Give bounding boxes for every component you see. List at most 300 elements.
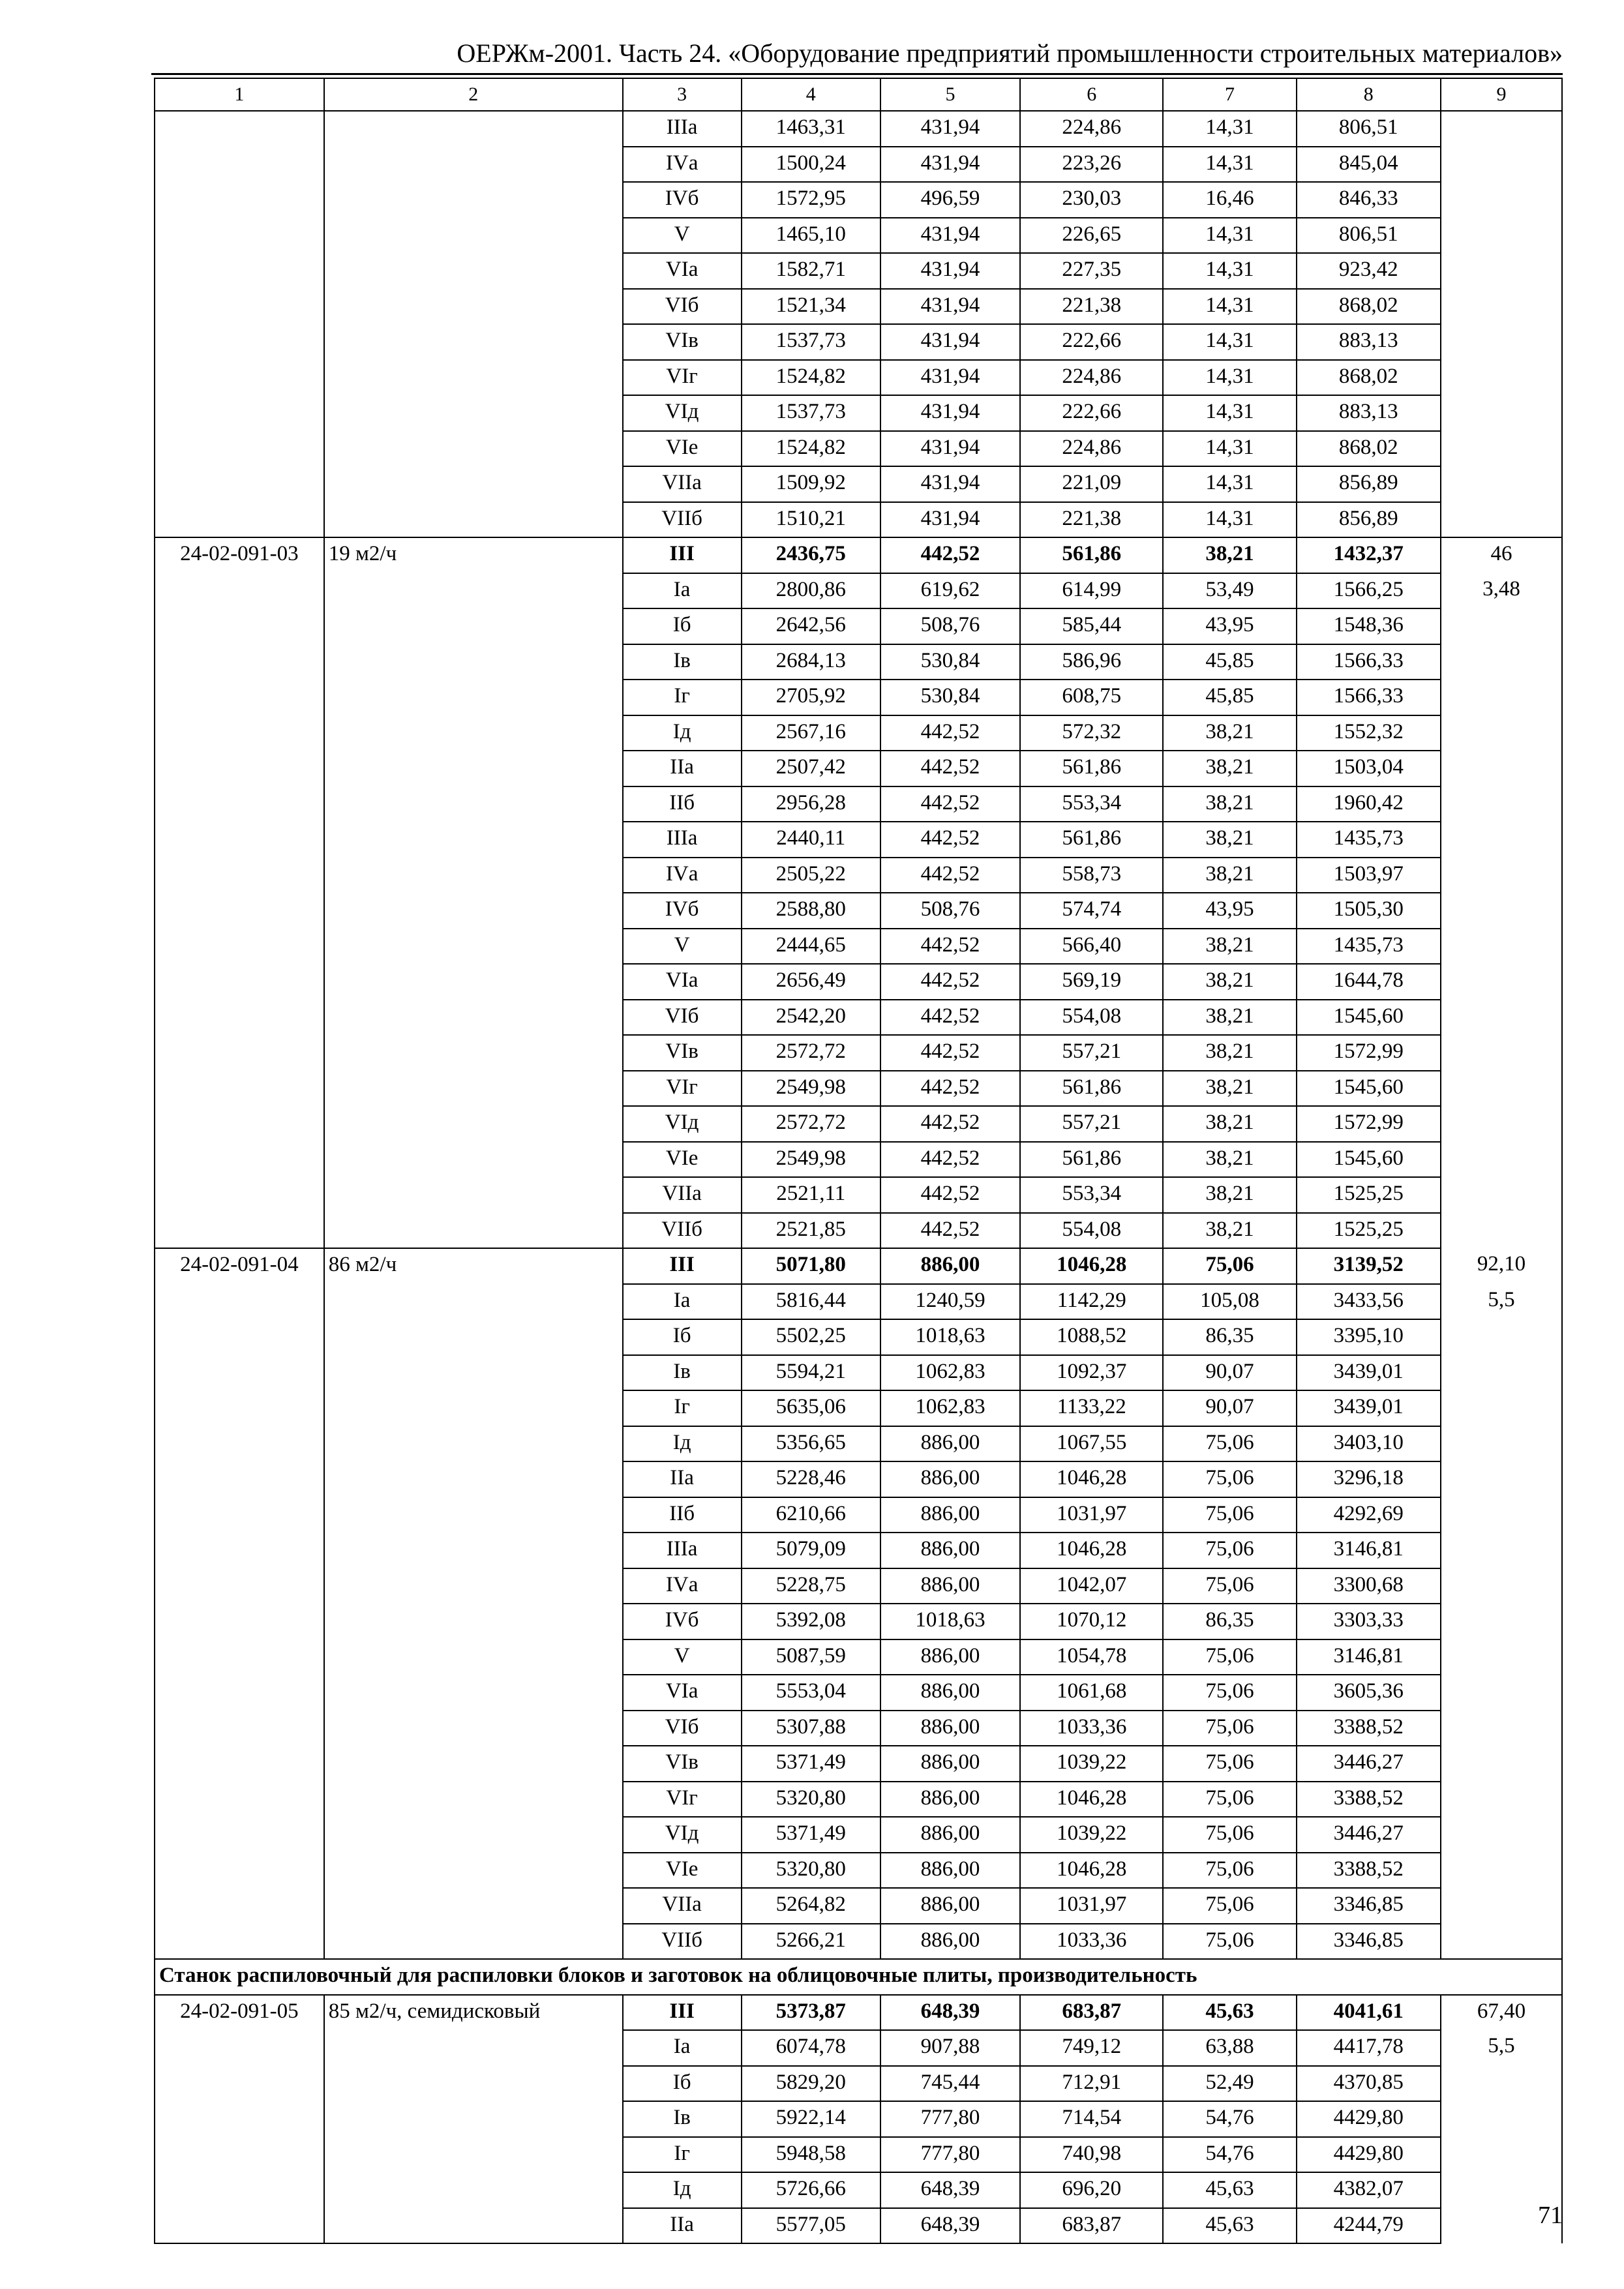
materials-cost-cell: 806,51 [1297,111,1441,147]
wages-cell: 530,84 [880,644,1020,680]
machinist-wages-cell: 45,85 [1163,644,1296,680]
materials-cost-cell: 4370,85 [1297,2066,1441,2102]
wages-cell: 431,94 [880,289,1020,325]
zone-cell: VIв [623,1746,742,1782]
zone-cell: Iб [623,1319,742,1355]
total-cost-cell: 1465,10 [742,218,880,254]
code-cell: 24-02-091-05 [155,1995,324,2244]
machinist-wages-cell: 14,31 [1163,111,1296,147]
zone-cell: VIд [623,1106,742,1142]
zone-cell: VIIб [623,502,742,538]
materials-cost-cell: 1435,73 [1297,929,1441,965]
total-cost-cell: 5266,21 [742,1924,880,1960]
total-cost-cell: 5371,49 [742,1746,880,1782]
zone-cell: IVа [623,1568,742,1604]
zone-cell: VIб [623,1711,742,1746]
machine-cost-cell: 1061,68 [1020,1675,1163,1711]
wages-cell: 442,52 [880,1213,1020,1249]
machinist-wages-cell: 14,31 [1163,360,1296,396]
total-cost-cell: 1500,24 [742,147,880,183]
wages-cell: 1240,59 [880,1284,1020,1320]
machine-cost-cell: 1039,22 [1020,1817,1163,1853]
machine-cost-cell: 1033,36 [1020,1924,1163,1960]
wages-cell: 777,80 [880,2137,1020,2173]
zone-cell: Iг [623,680,742,715]
materials-cost-cell: 1525,25 [1297,1213,1441,1249]
price-table [154,78,1563,2244]
tech-cell [1441,111,1562,537]
machine-cost-cell: 224,86 [1020,360,1163,396]
wages-cell: 1018,63 [880,1604,1020,1639]
wages-cell: 442,52 [880,929,1020,965]
machinist-wages-cell: 14,31 [1163,253,1296,289]
materials-cost-cell: 3439,01 [1297,1355,1441,1391]
machine-cost-cell: 224,86 [1020,431,1163,467]
total-cost-cell: 5264,82 [742,1888,880,1924]
total-cost-cell: 5071,80 [742,1248,880,1284]
machine-cost-cell: 569,19 [1020,964,1163,1000]
materials-cost-cell: 4382,07 [1297,2172,1441,2208]
wages-cell: 886,00 [880,1675,1020,1711]
total-cost-cell: 2436,75 [742,537,880,573]
tech-cell: 5,5 [1441,1284,1562,1960]
page-number: 71 [1538,2202,1563,2229]
materials-cost-cell: 3388,52 [1297,1782,1441,1818]
zone-cell: VIг [623,1071,742,1107]
zone-cell: VIа [623,1675,742,1711]
wages-cell: 886,00 [880,1497,1020,1533]
machinist-wages-cell: 54,76 [1163,2137,1296,2173]
zone-cell: III [623,1248,742,1284]
machinist-wages-cell: 75,06 [1163,1461,1296,1497]
machinist-wages-cell: 38,21 [1163,1071,1296,1107]
total-cost-cell: 2705,92 [742,680,880,715]
zone-cell: Iд [623,715,742,751]
machinist-wages-cell: 38,21 [1163,822,1296,858]
materials-cost-cell: 3300,68 [1297,1568,1441,1604]
materials-cost-cell: 3446,27 [1297,1817,1441,1853]
machine-cost-cell: 226,65 [1020,218,1163,254]
machine-cost-cell: 561,86 [1020,1142,1163,1178]
materials-cost-cell: 3146,81 [1297,1533,1441,1568]
zone-cell: V [623,929,742,965]
wages-cell: 442,52 [880,858,1020,893]
machinist-wages-cell: 75,06 [1163,1888,1296,1924]
zone-cell: VIа [623,964,742,1000]
column-number: 1 [155,78,324,111]
zone-cell: Iг [623,2137,742,2173]
total-cost-cell: 2440,11 [742,822,880,858]
machine-cost-cell: 572,32 [1020,715,1163,751]
wages-cell: 886,00 [880,1533,1020,1568]
zone-cell: Iа [623,573,742,609]
total-cost-cell: 5356,65 [742,1426,880,1462]
materials-cost-cell: 1548,36 [1297,608,1441,644]
zone-cell: VIIб [623,1213,742,1249]
machine-cost-cell: 1133,22 [1020,1390,1163,1426]
materials-cost-cell: 1644,78 [1297,964,1441,1000]
tech-cell: 67,40 [1441,1995,1562,2031]
machinist-wages-cell: 75,06 [1163,1639,1296,1675]
column-number: 9 [1441,78,1562,111]
machine-cost-cell: 223,26 [1020,147,1163,183]
zone-cell: IVа [623,147,742,183]
total-cost-cell: 2800,86 [742,573,880,609]
total-cost-cell: 2549,98 [742,1142,880,1178]
total-cost-cell: 1521,34 [742,289,880,325]
total-cost-cell: 5948,58 [742,2137,880,2173]
materials-cost-cell: 3388,52 [1297,1711,1441,1746]
machinist-wages-cell: 14,31 [1163,466,1296,502]
materials-cost-cell: 4041,61 [1297,1995,1441,2031]
materials-cost-cell: 1960,42 [1297,786,1441,822]
machine-cost-cell: 1088,52 [1020,1319,1163,1355]
total-cost-cell: 2572,72 [742,1106,880,1142]
total-cost-cell: 1463,31 [742,111,880,147]
machine-cost-cell: 224,86 [1020,111,1163,147]
materials-cost-cell: 3303,33 [1297,1604,1441,1639]
wages-cell: 431,94 [880,324,1020,360]
machinist-wages-cell: 52,49 [1163,2066,1296,2102]
total-cost-cell: 2542,20 [742,1000,880,1036]
materials-cost-cell: 846,33 [1297,182,1441,218]
materials-cost-cell: 4429,80 [1297,2101,1441,2137]
machinist-wages-cell: 38,21 [1163,858,1296,893]
total-cost-cell: 5320,80 [742,1782,880,1818]
zone-cell: III [623,537,742,573]
materials-cost-cell: 1566,25 [1297,573,1441,609]
zone-cell: VIIа [623,1177,742,1213]
materials-cost-cell: 3146,81 [1297,1639,1441,1675]
machinist-wages-cell: 75,06 [1163,1746,1296,1782]
total-cost-cell: 2956,28 [742,786,880,822]
machine-cost-cell: 557,21 [1020,1106,1163,1142]
zone-cell: IIIа [623,1533,742,1568]
machine-cost-cell: 712,91 [1020,2066,1163,2102]
total-cost-cell: 5635,06 [742,1390,880,1426]
wages-cell: 745,44 [880,2066,1020,2102]
total-cost-cell: 5816,44 [742,1284,880,1320]
machinist-wages-cell: 75,06 [1163,1675,1296,1711]
wages-cell: 886,00 [880,1426,1020,1462]
total-cost-cell: 2684,13 [742,644,880,680]
machinist-wages-cell: 86,35 [1163,1604,1296,1639]
machine-cost-cell: 714,54 [1020,2101,1163,2137]
machine-cost-cell: 561,86 [1020,1071,1163,1107]
zone-cell: VIд [623,395,742,431]
zone-cell: IIб [623,786,742,822]
materials-cost-cell: 1545,60 [1297,1000,1441,1036]
materials-cost-cell: 1572,99 [1297,1035,1441,1071]
machine-cost-cell: 1046,28 [1020,1461,1163,1497]
materials-cost-cell: 856,89 [1297,466,1441,502]
total-cost-cell: 5320,80 [742,1853,880,1889]
total-cost-cell: 5087,59 [742,1639,880,1675]
wages-cell: 442,52 [880,1106,1020,1142]
zone-cell: V [623,218,742,254]
machine-cost-cell: 1142,29 [1020,1284,1163,1320]
wages-cell: 442,52 [880,751,1020,786]
machine-cost-cell: 561,86 [1020,751,1163,786]
zone-cell: VIг [623,360,742,396]
wages-cell: 886,00 [880,1782,1020,1818]
wages-cell: 886,00 [880,1924,1020,1960]
name-cell [324,111,623,537]
wages-cell: 431,94 [880,502,1020,538]
machinist-wages-cell: 38,21 [1163,929,1296,965]
total-cost-cell: 2507,42 [742,751,880,786]
wages-cell: 777,80 [880,2101,1020,2137]
machinist-wages-cell: 75,06 [1163,1853,1296,1889]
total-cost-cell: 1524,82 [742,360,880,396]
total-cost-cell: 2521,11 [742,1177,880,1213]
machine-cost-cell: 554,08 [1020,1213,1163,1249]
zone-cell: VIа [623,253,742,289]
zone-cell: VIг [623,1782,742,1818]
total-cost-cell: 6074,78 [742,2030,880,2066]
zone-cell: VIб [623,1000,742,1036]
total-cost-cell: 5392,08 [742,1604,880,1639]
zone-cell: VIIа [623,466,742,502]
wages-cell: 886,00 [880,1746,1020,1782]
wages-cell: 496,59 [880,182,1020,218]
materials-cost-cell: 1572,99 [1297,1106,1441,1142]
wages-cell: 431,94 [880,253,1020,289]
wages-cell: 1062,83 [880,1355,1020,1391]
column-number: 2 [324,78,623,111]
total-cost-cell: 5502,25 [742,1319,880,1355]
machinist-wages-cell: 14,31 [1163,289,1296,325]
zone-cell: Iв [623,2101,742,2137]
machinist-wages-cell: 45,63 [1163,1995,1296,2031]
materials-cost-cell: 923,42 [1297,253,1441,289]
materials-cost-cell: 856,89 [1297,502,1441,538]
total-cost-cell: 5373,87 [742,1995,880,2031]
zone-cell: IVб [623,182,742,218]
machine-cost-cell: 553,34 [1020,1177,1163,1213]
zone-cell: IVб [623,893,742,929]
machine-cost-cell: 554,08 [1020,1000,1163,1036]
materials-cost-cell: 3296,18 [1297,1461,1441,1497]
zone-cell: IIа [623,751,742,786]
column-number-row [155,78,1562,111]
name-cell: 19 м2/ч [324,537,623,1248]
name-cell: 85 м2/ч, семидисковый [324,1995,623,2244]
header-rule [151,73,1563,75]
zone-cell: Iд [623,2172,742,2208]
machine-cost-cell: 1033,36 [1020,1711,1163,1746]
total-cost-cell: 5922,14 [742,2101,880,2137]
wages-cell: 442,52 [880,1177,1020,1213]
materials-cost-cell: 1566,33 [1297,644,1441,680]
machinist-wages-cell: 14,31 [1163,147,1296,183]
machinist-wages-cell: 45,63 [1163,2208,1296,2244]
zone-cell: VIе [623,1853,742,1889]
machine-cost-cell: 608,75 [1020,680,1163,715]
machinist-wages-cell: 105,08 [1163,1284,1296,1320]
machinist-wages-cell: 75,06 [1163,1568,1296,1604]
materials-cost-cell: 1503,04 [1297,751,1441,786]
wages-cell: 886,00 [880,1639,1020,1675]
wages-cell: 431,94 [880,360,1020,396]
total-cost-cell: 5307,88 [742,1711,880,1746]
wages-cell: 431,94 [880,111,1020,147]
machinist-wages-cell: 38,21 [1163,1000,1296,1036]
materials-cost-cell: 3346,85 [1297,1888,1441,1924]
machinist-wages-cell: 45,85 [1163,680,1296,715]
materials-cost-cell: 806,51 [1297,218,1441,254]
machinist-wages-cell: 75,06 [1163,1426,1296,1462]
materials-cost-cell: 3139,52 [1297,1248,1441,1284]
zone-cell: Iа [623,1284,742,1320]
zone-cell: Iв [623,1355,742,1391]
zone-cell: Iб [623,608,742,644]
machinist-wages-cell: 75,06 [1163,1497,1296,1533]
column-number: 5 [880,78,1020,111]
machinist-wages-cell: 90,07 [1163,1390,1296,1426]
wages-cell: 886,00 [880,1711,1020,1746]
machine-cost-cell: 222,66 [1020,324,1163,360]
machine-cost-cell: 561,86 [1020,537,1163,573]
materials-cost-cell: 3605,36 [1297,1675,1441,1711]
wages-cell: 442,52 [880,1071,1020,1107]
wages-cell: 442,52 [880,822,1020,858]
machine-cost-cell: 230,03 [1020,182,1163,218]
code-cell: 24-02-091-03 [155,537,324,1248]
total-cost-cell: 5726,66 [742,2172,880,2208]
machine-cost-cell: 585,44 [1020,608,1163,644]
materials-cost-cell: 3403,10 [1297,1426,1441,1462]
materials-cost-cell: 1503,97 [1297,858,1441,893]
wages-cell: 431,94 [880,431,1020,467]
machine-cost-cell: 1039,22 [1020,1746,1163,1782]
machine-cost-cell: 586,96 [1020,644,1163,680]
machine-cost-cell: 1046,28 [1020,1782,1163,1818]
total-cost-cell: 6210,66 [742,1497,880,1533]
machinist-wages-cell: 45,63 [1163,2172,1296,2208]
machinist-wages-cell: 38,21 [1163,1106,1296,1142]
machine-cost-cell: 221,38 [1020,289,1163,325]
total-cost-cell: 1582,71 [742,253,880,289]
total-cost-cell: 2572,72 [742,1035,880,1071]
name-cell: 86 м2/ч [324,1248,623,1959]
total-cost-cell: 2521,85 [742,1213,880,1249]
zone-cell: Iд [623,1426,742,1462]
column-number: 8 [1297,78,1441,111]
group-title: Станок распиловочный для распиловки блоков и заготовок на облицовочные плиты, производительность [155,1959,1562,1995]
machinist-wages-cell: 75,06 [1163,1533,1296,1568]
wages-cell: 431,94 [880,395,1020,431]
wages-cell: 1018,63 [880,1319,1020,1355]
wages-cell: 530,84 [880,680,1020,715]
wages-cell: 442,52 [880,715,1020,751]
group-title-row [155,1959,1562,1995]
machine-cost-cell: 1070,12 [1020,1604,1163,1639]
zone-cell: VIд [623,1817,742,1853]
machine-cost-cell: 553,34 [1020,786,1163,822]
machinist-wages-cell: 38,21 [1163,1177,1296,1213]
materials-cost-cell: 883,13 [1297,395,1441,431]
machinist-wages-cell: 43,95 [1163,608,1296,644]
wages-cell: 886,00 [880,1568,1020,1604]
wages-cell: 886,00 [880,1817,1020,1853]
machine-cost-cell: 696,20 [1020,2172,1163,2208]
total-cost-cell: 2505,22 [742,858,880,893]
running-header: ОЕРЖм-2001. Часть 24. «Оборудование предприятий промышленности строительных материалов» [457,38,1563,68]
column-number: 4 [742,78,880,111]
zone-cell: VIв [623,324,742,360]
materials-cost-cell: 1566,33 [1297,680,1441,715]
column-number: 7 [1163,78,1296,111]
wages-cell: 886,00 [880,1461,1020,1497]
zone-cell: IIа [623,2208,742,2244]
machine-cost-cell: 221,09 [1020,466,1163,502]
machine-cost-cell: 1031,97 [1020,1497,1163,1533]
machine-cost-cell: 558,73 [1020,858,1163,893]
zone-cell: VIв [623,1035,742,1071]
machine-cost-cell: 1042,07 [1020,1568,1163,1604]
total-cost-cell: 5829,20 [742,2066,880,2102]
machinist-wages-cell: 54,76 [1163,2101,1296,2137]
zone-cell: VIIа [623,1888,742,1924]
wages-cell: 648,39 [880,2208,1020,2244]
tech-cell: 3,48 [1441,573,1562,1249]
zone-cell: IVб [623,1604,742,1639]
wages-cell: 886,00 [880,1248,1020,1284]
tech-cell: 46 [1441,537,1562,573]
wages-cell: 442,52 [880,1035,1020,1071]
machine-cost-cell: 574,74 [1020,893,1163,929]
column-number: 3 [623,78,742,111]
table-row [155,537,1562,573]
materials-cost-cell: 3388,52 [1297,1853,1441,1889]
materials-cost-cell: 1545,60 [1297,1142,1441,1178]
machinist-wages-cell: 38,21 [1163,751,1296,786]
total-cost-cell: 1510,21 [742,502,880,538]
wages-cell: 907,88 [880,2030,1020,2066]
total-cost-cell: 2567,16 [742,715,880,751]
total-cost-cell: 2549,98 [742,1071,880,1107]
wages-cell: 886,00 [880,1853,1020,1889]
machinist-wages-cell: 14,31 [1163,502,1296,538]
machinist-wages-cell: 75,06 [1163,1817,1296,1853]
machinist-wages-cell: 38,21 [1163,786,1296,822]
table-row [155,1248,1562,1284]
tech-cell: 92,10 [1441,1248,1562,1284]
zone-cell: Iб [623,2066,742,2102]
materials-cost-cell: 883,13 [1297,324,1441,360]
total-cost-cell: 1524,82 [742,431,880,467]
machine-cost-cell: 566,40 [1020,929,1163,965]
machinist-wages-cell: 53,49 [1163,573,1296,609]
materials-cost-cell: 3395,10 [1297,1319,1441,1355]
zone-cell: IVа [623,858,742,893]
machine-cost-cell: 749,12 [1020,2030,1163,2066]
machinist-wages-cell: 16,46 [1163,182,1296,218]
machine-cost-cell: 1031,97 [1020,1888,1163,1924]
materials-cost-cell: 1432,37 [1297,537,1441,573]
materials-cost-cell: 845,04 [1297,147,1441,183]
materials-cost-cell: 3346,85 [1297,1924,1441,1960]
zone-cell: IIIа [623,822,742,858]
materials-cost-cell: 1552,32 [1297,715,1441,751]
total-cost-cell: 5594,21 [742,1355,880,1391]
machine-cost-cell: 561,86 [1020,822,1163,858]
machinist-wages-cell: 14,31 [1163,431,1296,467]
machinist-wages-cell: 38,21 [1163,964,1296,1000]
materials-cost-cell: 1545,60 [1297,1071,1441,1107]
machine-cost-cell: 221,38 [1020,502,1163,538]
